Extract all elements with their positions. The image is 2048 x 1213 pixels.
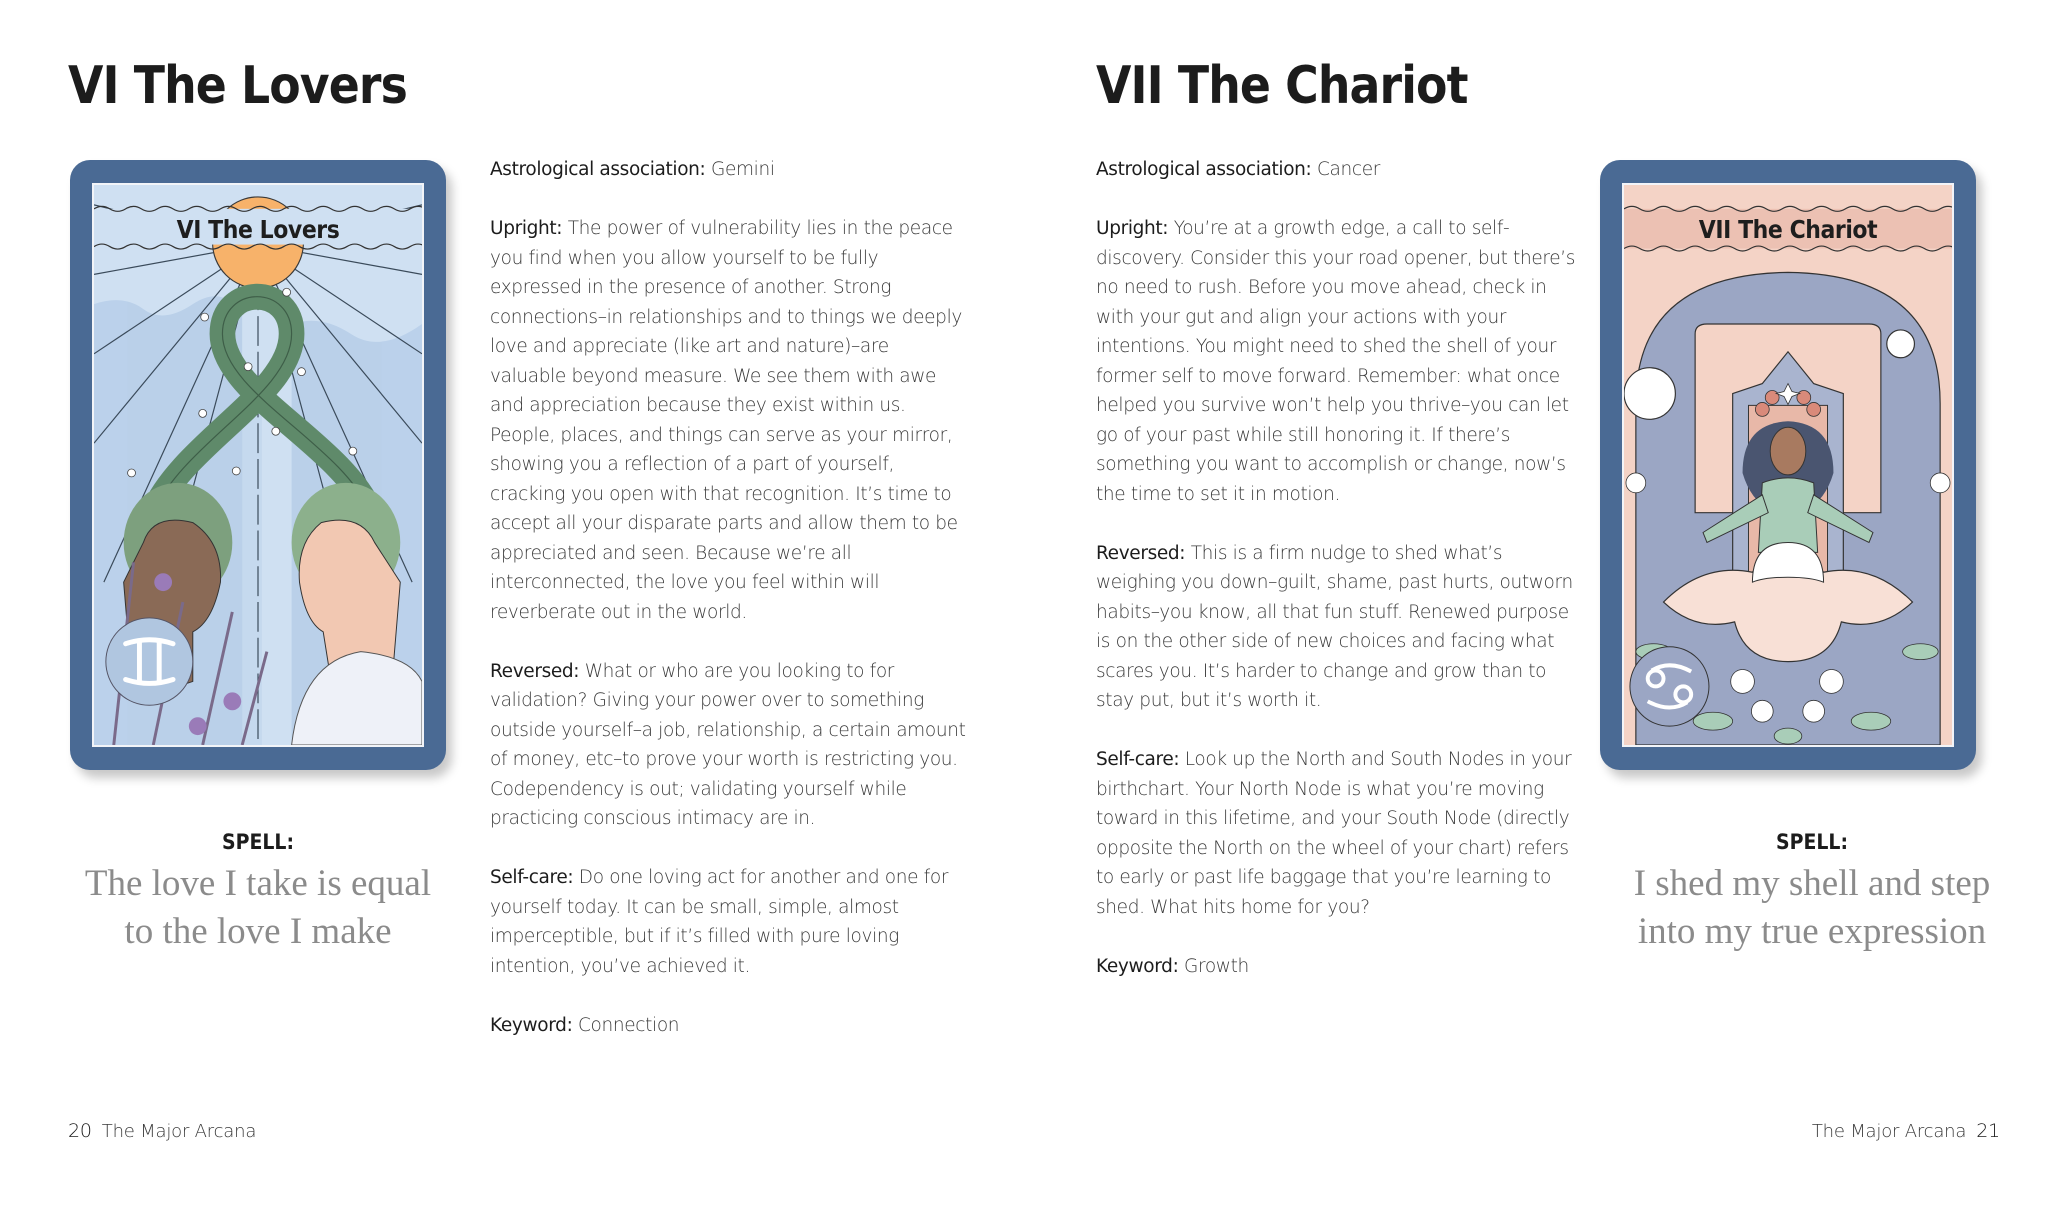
spell-label: SPELL: [221, 830, 295, 854]
self-care: Self-care: Look up the North and South Nodes in your birthchart. Your North Node is what you’re moving toward in this lifetime, and your South Node (directly opposite the North on the wheel of your chart) refers to early or past life baggage that you’re learning to shed. What hits home for you? [1096, 749, 1572, 918]
card-title: VII The Chariot [1698, 215, 1878, 244]
page-number: 20 [68, 1120, 92, 1142]
upright-meaning: Upright: You’re at a growth edge, a call to self-discovery. Consider this your road opener, but there’s no need to rush. Before you move ahead, check in with your gut and align your actions with your intentions. You might need to shed the shell of your former self to move forward. Remember: what once helped you survive won’t help you thrive–you can let go of your past while still honoring it. If there’s something you want to accomplish or change, now’s the time to set it in motion. [1096, 218, 1576, 505]
tarot-card-chariot [1600, 160, 1976, 770]
spell-block [1602, 830, 2022, 956]
keyword: Keyword: Connection [490, 1014, 680, 1036]
card-description [1096, 155, 1576, 1011]
spell-line-1: The love I take is equal [84, 863, 432, 904]
spell-line-2: into my true expression [1637, 911, 1987, 952]
spell-block [48, 830, 468, 956]
spell-label: SPELL: [1775, 830, 1849, 854]
tarot-card-lovers [70, 160, 446, 770]
spell-text [1602, 860, 2022, 956]
keyword: Keyword: Growth [1096, 955, 1249, 977]
page-title: VII The Chariot [1096, 56, 1468, 116]
lovers-illustration [94, 185, 422, 745]
card-description [490, 155, 970, 1070]
card-illustration [1622, 183, 1954, 747]
reversed-meaning: Reversed: This is a firm nudge to shed what’s weighing you down–guilt, shame, past hurts, outworn habits–you know, all that fun stuff. Renewed purpose is on the other side of new choices and facing what scares you. It’s harder to change and grow than to stay put, but it’s worth it. [1096, 542, 1573, 711]
chariot-illustration [1624, 185, 1952, 745]
reversed-meaning: Reversed: What or who are you looking to for validation? Giving your power over to something outside yourself–a job, relationship, a certain amount of money, etc–to prove your worth is restricting you. Codependency is out; validating yourself while practicing conscious intimacy are in. [490, 660, 966, 829]
upright-meaning: Upright: The power of vulnerability lies in the peace you find when you allow yourself to be fully expressed in the presence of another. Strong connections–in relationships and to things we deeply love and appreciate (like art and nature)–are valuable beyond measure. We see them with awe and appreciation because they exist within us. People, places, and things can serve as your mirror, showing you a reflection of a part of yourself, cracking you open with that recognition. It’s time to accept all your disparate parts and allow them to be appreciated and seen. Because we’re all interconnected, the love you feel within will reverberate out in the world. [490, 218, 962, 623]
spell-line-1: I shed my shell and step [1633, 863, 1991, 904]
spell-line-2: to the love I make [124, 911, 392, 952]
page-footer [68, 1120, 256, 1142]
card-illustration [92, 183, 424, 747]
page-title: VI The Lovers [68, 56, 407, 116]
running-head: The Major Arcana [101, 1121, 257, 1142]
page-number: 21 [1976, 1120, 2000, 1142]
astrological-association: Astrological association: Cancer [1096, 159, 1381, 180]
self-care: Self-care: Do one loving act for another and one for yourself today. It can be small, simple, almost imperceptible, but if it’s filled with pure loving intention, you’ve achieved it. [490, 867, 949, 977]
page-footer [1812, 1120, 2000, 1142]
astrological-association: Astrological association: Gemini [490, 159, 775, 180]
card-title: VI The Lovers [176, 215, 340, 244]
running-head: The Major Arcana [1811, 1121, 1967, 1142]
spell-text [48, 860, 468, 956]
right-page [1024, 0, 2048, 1213]
